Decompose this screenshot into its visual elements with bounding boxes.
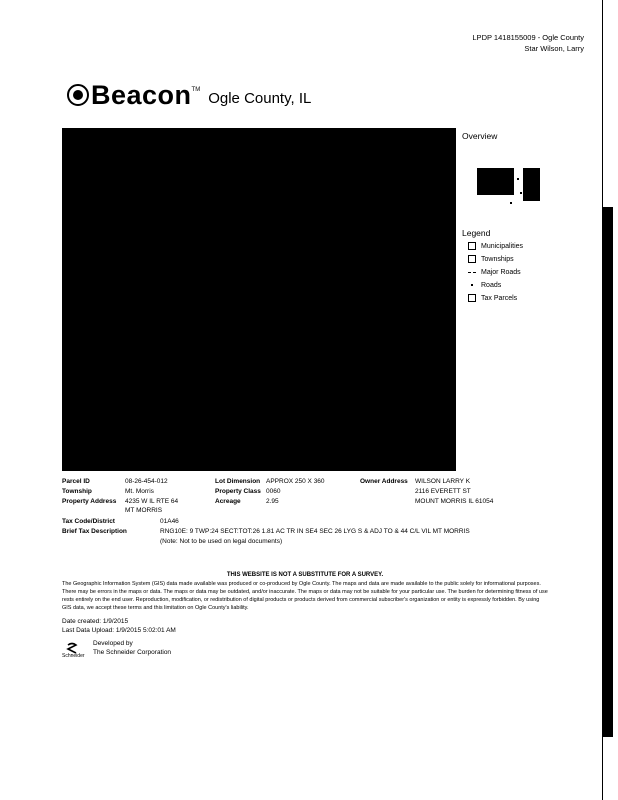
company-name: The Schneider Corporation [93,649,172,656]
overview-marker [510,202,512,204]
overview-marker [520,192,522,194]
legend-item-tax-parcels [468,292,517,304]
brief-tax-label: Brief Tax Description [62,528,127,535]
parcel-map [62,128,456,471]
overview-map-left [477,168,514,195]
legend-item-municipalities [468,240,523,252]
property-address-line2: MT MORRIS [125,507,163,514]
legend-label: Roads [481,281,502,289]
legend-dash-icon [468,272,476,273]
owner-line2: 2116 EVERETT ST [415,488,471,495]
disclaimer-body: The Geographic Information System (GIS) data made available was produced or co-produced by Ogle County. The maps and data are made available to the public solely for informational purposes. There may be errors in the maps or data. The maps or data may be outdated, and/or inaccurate. The maps or data may not be suitable for your particular use. The burden for determining fitness of use rests entirely on the end user. Reproduction, modification, or redistribution of digital products or products derived from commercial subscriber's organization or entity is expressly forbidden. By using GIS data, we accept these terms and this limitation on Ogle County's liability. [62,581,548,611]
overview-title: Overview [462,131,498,141]
lot-dimension-value: APPROX 250 X 360 [266,478,325,485]
township-label: Township [62,488,92,495]
logo-county: Ogle County, IL [208,89,312,107]
parcel-id-label: Parcel ID [62,478,90,485]
last-update: Last Data Upload: 1/9/2015 5:02:01 AM [62,627,176,634]
developed-by: Developed by [93,640,133,647]
report-header-line2: Star Wilson, Larry [524,44,584,53]
legend-item-major-roads [468,266,521,278]
disclaimer-title: THIS WEBSITE IS NOT A SUBSTITUTE FOR A SURVEY. [226,572,384,578]
property-address-label: Property Address [62,498,117,505]
legend-box-icon [468,294,476,302]
logo-tm: TM [191,87,201,93]
township-value: Mt. Morris [125,488,154,495]
property-address-line1: 4235 W IL RTE 64 [125,498,179,505]
owner-address-label: Owner Address [360,478,408,485]
brief-tax-note: (Note: Not to be used on legal documents) [160,538,283,545]
brief-tax-value: RNG10E: 9 TWP:24 SECT:TOT:26 1.81 AC TR IN SE4 SEC 26 LYG S & ADJ TO & 44 C/L VIL MT MORRIS [160,528,470,535]
property-class-value: 0060 [266,488,281,495]
overview-map-right [523,168,540,201]
legend-dot-icon [468,284,476,286]
legend-label: Major Roads [481,268,521,276]
acreage-value: 2.95 [266,498,279,505]
legend-label: Tax Parcels [481,294,518,302]
schneider-logo-text: Schneider [62,653,85,659]
legend-box-icon [468,255,476,263]
legend-item-roads [468,279,501,291]
overview-marker [517,178,519,180]
legend-label: Municipalities [481,242,524,250]
acreage-label: Acreage [215,498,241,505]
owner-line3: MOUNT MORRIS IL 61054 [415,498,494,505]
beacon-logo [67,80,311,110]
logo-brand: Beacon [91,79,192,110]
legend-box-icon [468,242,476,250]
legend-label: Townships [481,255,514,263]
owner-line1: WILSON LARRY K [415,478,471,485]
report-header-line1: LPDP 1418155009 - Ogle County [472,33,584,42]
parcel-id-value: 08-26-454-012 [125,478,168,485]
legend-item-townships [468,253,514,265]
date-created: Date created: 1/9/2015 [62,618,129,625]
legend-title: Legend [462,228,491,238]
page-edge-bar [602,207,613,737]
tax-code-label: Tax Code/District [62,518,115,525]
tax-code-value: 01A46 [160,518,179,525]
beacon-logo-icon [67,84,89,106]
lot-dimension-label: Lot Dimension [215,478,261,485]
property-class-label: Property Class [215,488,261,495]
